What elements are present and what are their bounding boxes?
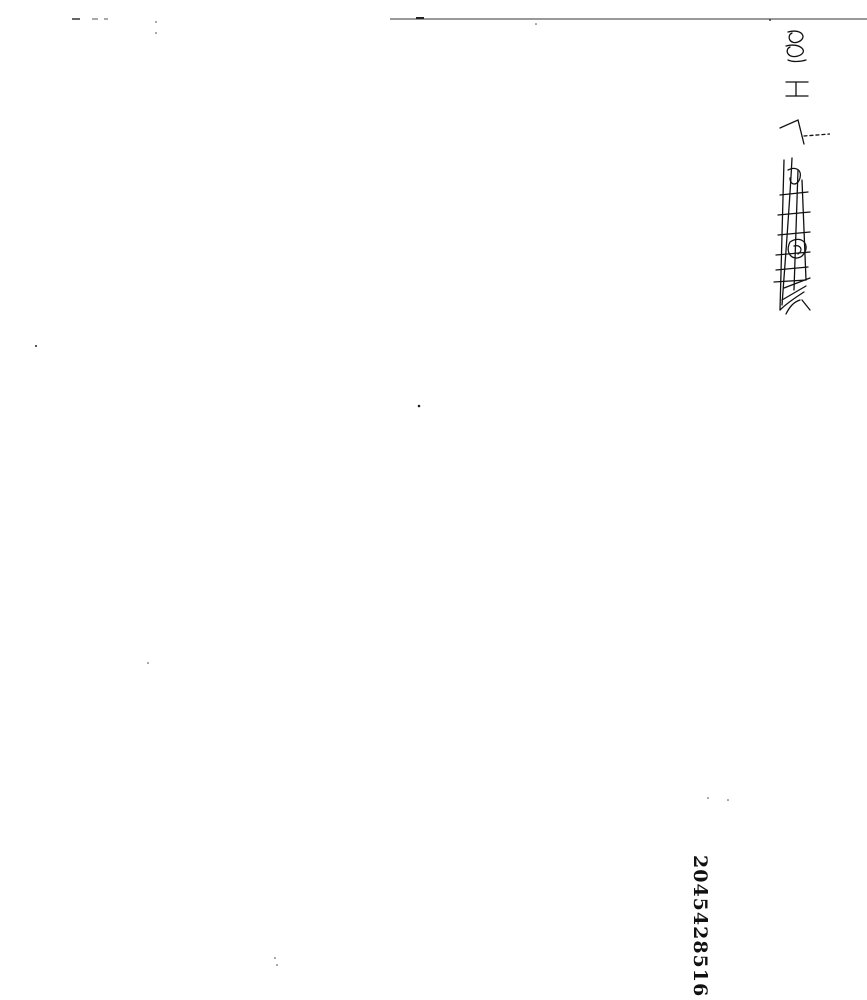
scan-speck [35,345,37,347]
scan-speck [535,23,537,25]
bates-number: 2045428516 [689,855,711,998]
scan-speck [707,797,709,799]
scan-speck [147,662,149,664]
scan-speck [727,799,729,801]
handwritten-scribble-icon [740,20,830,320]
scan-speck [276,964,278,966]
scan-speck [418,405,421,408]
scan-speck [274,957,276,959]
